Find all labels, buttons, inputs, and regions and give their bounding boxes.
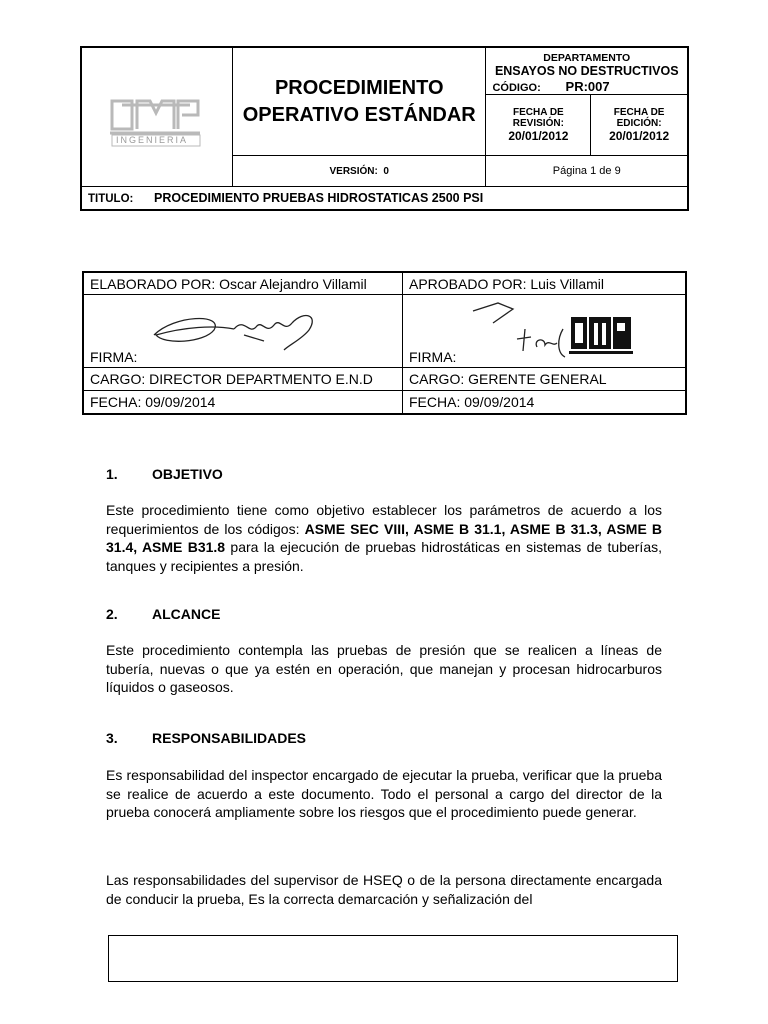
section-3-heading bbox=[106, 730, 306, 746]
department-cell bbox=[486, 47, 688, 95]
edition-date-cell bbox=[591, 95, 688, 156]
firma-left-cell bbox=[83, 295, 403, 368]
approval-table bbox=[82, 271, 687, 415]
firma-right-label: FIRMA: bbox=[409, 349, 457, 365]
revision-label-2: REVISIÓN: bbox=[512, 118, 564, 129]
signature-left-icon bbox=[144, 305, 334, 355]
document-header bbox=[80, 46, 689, 211]
section-1-heading bbox=[106, 466, 223, 482]
code-label: CÓDIGO: bbox=[492, 82, 541, 94]
department-label: DEPARTAMENTO bbox=[543, 52, 631, 64]
company-stamp-logo bbox=[569, 313, 633, 357]
section-1-paragraph bbox=[106, 501, 662, 575]
section-3-title: RESPONSABILIDADES bbox=[152, 730, 307, 746]
section-1-text-a: Este procedimiento tiene como objetivo establecer los parámetros de acuerdo a los requerimientos de los códigos: bbox=[106, 502, 662, 537]
section-3-number: 3. bbox=[106, 730, 118, 746]
company-logo bbox=[82, 53, 232, 177]
section-3-paragraph-1: Es responsabilidad del inspector encargado de ejecutar la prueba, verificar que la prueba se realice de acuerdo a este documento. Todo el personal a cargo del director de la prueba conocerá ampliamente sobre los riesgos que el procedimiento puede generar. bbox=[106, 767, 662, 820]
document-title-line2: OPERATIVO ESTÁNDAR bbox=[242, 103, 476, 126]
firma-left-label: FIRMA: bbox=[90, 349, 138, 365]
document-title-line1: PROCEDIMIENTO bbox=[274, 76, 444, 99]
elaborado-por: ELABORADO POR: Oscar Alejandro Villamil bbox=[83, 272, 403, 295]
version-value: 0 bbox=[383, 165, 389, 177]
section-2-title: ALCANCE bbox=[152, 606, 221, 622]
revision-label-1: FECHA DE bbox=[512, 107, 564, 118]
firma-right-cell bbox=[403, 295, 687, 368]
section-2-heading bbox=[106, 606, 220, 622]
footer-box bbox=[108, 935, 678, 982]
section-1-title: OBJETIVO bbox=[152, 466, 223, 482]
titulo-label: TITULO: bbox=[88, 193, 134, 205]
edition-label-2: EDICIÓN: bbox=[616, 118, 662, 129]
titulo-cell bbox=[81, 187, 688, 211]
edition-label-1: FECHA DE bbox=[613, 107, 665, 118]
aprobado-por: APROBADO POR: Luis Villamil bbox=[403, 272, 687, 295]
page-number-cell bbox=[486, 156, 688, 187]
section-2-paragraph: Este procedimiento contempla las pruebas de presión que se realicen a líneas de tubería, nuevas o que ya estén en operación, que manejan y procesan hidrocarburos líquidos o gaseosos. bbox=[106, 642, 662, 695]
cargo-right: CARGO: GERENTE GENERAL bbox=[403, 368, 687, 391]
logo-cell bbox=[81, 47, 233, 187]
section-2-number: 2. bbox=[106, 606, 118, 622]
department-name: ENSAYOS NO DESTRUCTIVOS bbox=[494, 64, 679, 78]
logo-text: INGENIERIA bbox=[116, 134, 189, 145]
fecha-left: FECHA: 09/09/2014 bbox=[83, 391, 403, 415]
page-number: Página 1 de 9 bbox=[552, 165, 621, 177]
fecha-right: FECHA: 09/09/2014 bbox=[403, 391, 687, 415]
section-1-text-b: para la ejecución de pruebas hidrostáticas en sistemas de tuberías, tanques y recipientes a presión. bbox=[106, 539, 662, 574]
revision-date-cell bbox=[486, 95, 591, 156]
titulo-value: PROCEDIMIENTO PRUEBAS HIDROSTATICAS 2500 PSI bbox=[154, 191, 484, 205]
version-cell bbox=[233, 156, 486, 187]
revision-date: 20/01/2012 bbox=[508, 129, 569, 143]
section-3-paragraph-2: Las responsabilidades del supervisor de HSEQ o de la persona directamente encargada de conducir la prueba, Es la correcta demarcación y señalización del bbox=[106, 872, 662, 907]
document-title-cell bbox=[233, 47, 486, 156]
cargo-left: CARGO: DIRECTOR DEPARTMENTO E.N.D bbox=[83, 368, 403, 391]
version-label: VERSIÓN: bbox=[329, 165, 378, 177]
code-value: PR:007 bbox=[565, 79, 610, 94]
edition-date: 20/01/2012 bbox=[609, 129, 670, 143]
section-1-text-codes: ASME SEC VIII, ASME B 31.1, ASME B 31.3, ASME B 31.4, ASME B31.8 bbox=[106, 520, 662, 555]
section-1-number: 1. bbox=[106, 466, 118, 482]
